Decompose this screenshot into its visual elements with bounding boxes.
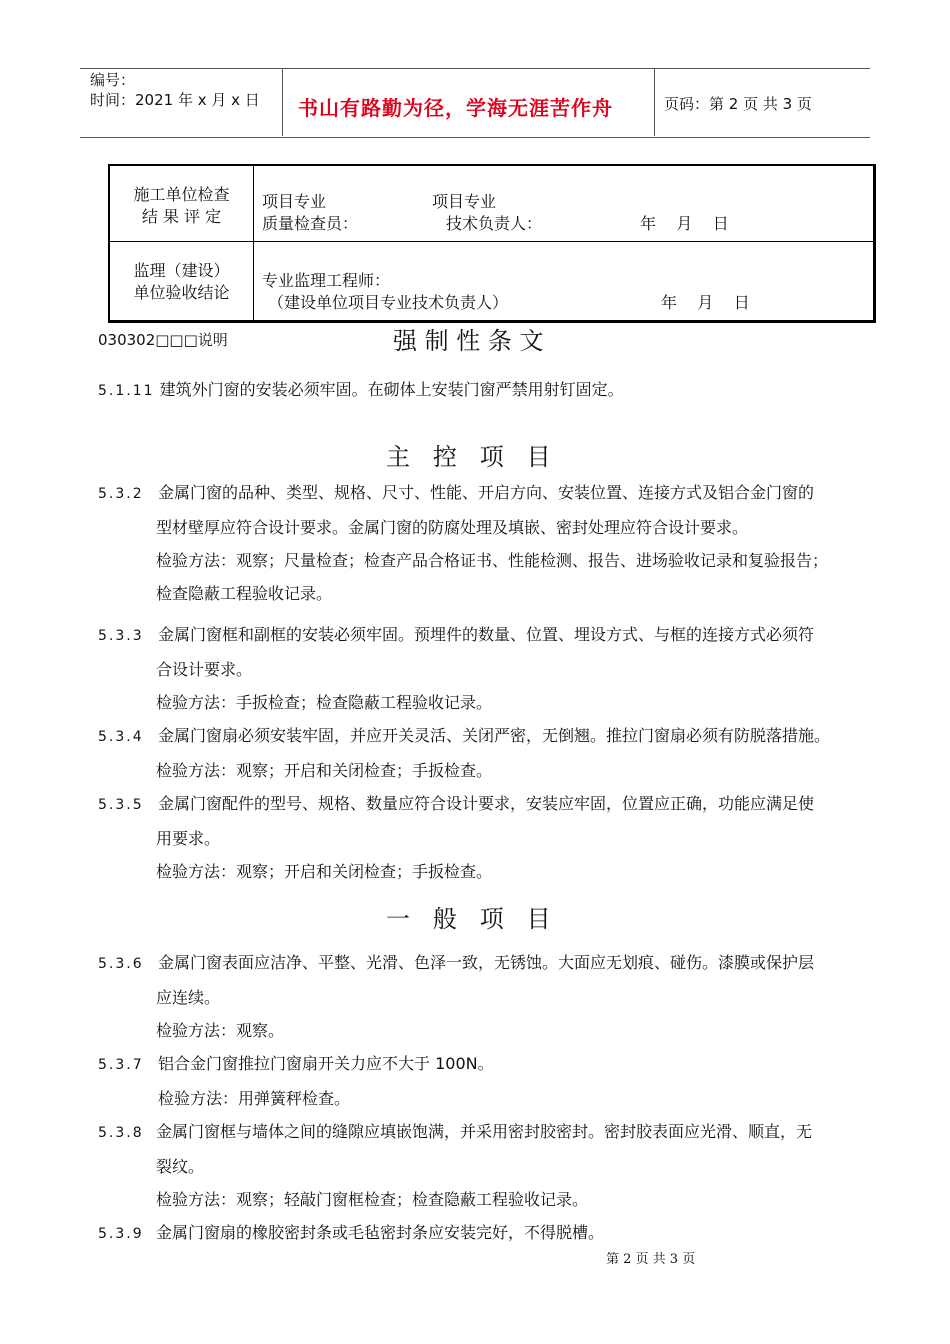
clause-number: 5.3.7 — [98, 1057, 144, 1073]
inspection-method: 检查隐蔽工程验收记录。 — [156, 584, 333, 603]
field-line: 项目专业 — [432, 192, 497, 211]
label-line: 结 果 评 定 — [141, 207, 222, 226]
list-item — [98, 1216, 888, 1251]
header-divider — [282, 68, 283, 136]
field-line: 项目专业 — [262, 192, 327, 211]
clause-text: 金属门窗表面应洁净、平整、光滑、色泽一致，无锈蚀。大面应无划痕、碰伤。漆膜或保护层 — [158, 953, 815, 972]
clause-text: 裂纹。 — [156, 1157, 205, 1176]
label-line: 单位验收结论 — [133, 283, 230, 302]
code-note: 030302□□□说明 — [98, 331, 228, 349]
list-item — [98, 787, 888, 888]
page-info: 页码：第 2 页 共 3 页 — [664, 95, 812, 113]
list-item — [98, 618, 888, 719]
list-item — [98, 476, 888, 610]
label-line: 监理（建设） — [133, 261, 230, 280]
inspection-method: 检验方法：观察；开启和关闭检查；手扳检查。 — [156, 862, 493, 881]
label-line: 施工单位检查 — [133, 185, 230, 204]
clause-text: 金属门窗框与墙体之间的缝隙应填嵌饱满，并采用密封胶密封。密封胶表面应光滑、顺直，无 — [156, 1122, 813, 1141]
clause-number: 5.3.9 — [98, 1226, 144, 1242]
serial-label: 编号： — [90, 71, 136, 89]
clause-text: 应连续。 — [156, 988, 221, 1007]
supervision-conclusion-label — [110, 260, 253, 304]
inspection-method: 检验方法：观察；开启和关闭检查；手扳检查。 — [156, 761, 493, 780]
clause-text: 建筑外门窗的安装必须牢固。在砌体上安装门窗严禁用射钉固定。 — [159, 380, 624, 399]
inspection-method: 检验方法：用弹簧秤检查。 — [158, 1089, 351, 1108]
general-items-title: 一 般 项 目 — [386, 905, 551, 933]
clause-number: 5.1.11 — [98, 383, 155, 399]
page-footer: 第 2 页 共 3 页 — [606, 1252, 696, 1267]
table-row-divider — [108, 241, 873, 242]
list-item — [98, 1115, 888, 1216]
technical-lead-field — [432, 191, 542, 235]
inspection-method: 检验方法：观察。 — [156, 1021, 285, 1040]
clause-text: 型材壁厚应符合设计要求。金属门窗的防腐处理及填嵌、密封处理应符合设计要求。 — [156, 518, 749, 537]
field-line: 质量检查员： — [262, 214, 359, 233]
clause-number: 5.3.3 — [98, 628, 144, 644]
date-field: 年 月 日 — [661, 293, 750, 312]
clause-text: 金属门窗框和副框的安装必须牢固。预埋件的数量、位置、埋设方式、与框的连接方式必须符 — [158, 625, 815, 644]
quality-inspector-field — [262, 191, 358, 235]
main-items-title: 主 控 项 目 — [386, 443, 551, 471]
clause-number: 5.3.5 — [98, 797, 144, 813]
clause-number: 5.3.6 — [98, 956, 144, 972]
field-line: （建设单位项目专业技术负责人） — [268, 293, 509, 312]
clause-text: 金属门窗扇必须安装牢固，并应开关灵活、关闭严密，无倒翘。推拉门窗扇必须有防脱落措施。 — [158, 726, 831, 745]
clause-text: 合设计要求。 — [156, 660, 253, 679]
list-item — [98, 1047, 888, 1115]
field-line: 技术负责人： — [446, 214, 543, 233]
date-field: 年 月 日 — [640, 214, 729, 233]
supervision-engineer-field — [262, 270, 508, 314]
clause-number: 5.3.4 — [98, 729, 144, 745]
time-label: 时间：2021 年 x 月 x 日 — [90, 91, 260, 109]
construction-check-label — [110, 184, 253, 228]
list-item — [98, 946, 888, 1047]
header-motto: 书山有路勤为径，学海无涯苦作舟 — [298, 96, 613, 120]
clause-text: 金属门窗的品种、类型、规格、尺寸、性能、开启方向、安装位置、连接方式及铝合金门窗的 — [158, 483, 815, 502]
field-line: 专业监理工程师： — [262, 271, 391, 290]
clause-number: 5.3.8 — [98, 1125, 144, 1141]
clause-text: 金属门窗扇的橡胶密封条或毛毡密封条应安装完好，不得脱槽。 — [156, 1223, 605, 1242]
list-item — [98, 719, 888, 787]
clause-text: 用要求。 — [156, 829, 221, 848]
main-items-list — [98, 476, 888, 888]
header-divider — [654, 68, 655, 136]
clause-number: 5.3.2 — [98, 486, 144, 502]
table-col-divider — [253, 164, 254, 320]
general-items-list — [98, 946, 888, 1251]
clause-text: 铝合金门窗推拉门窗扇开关力应不大于 100N。 — [158, 1054, 494, 1073]
clause-text: 金属门窗配件的型号、规格、数量应符合设计要求，安装应牢固，位置应正确，功能应满足使 — [158, 794, 815, 813]
mandatory-title: 强 制 性 条 文 — [393, 327, 544, 355]
mandatory-clause — [98, 373, 624, 408]
inspection-method: 检验方法：观察；尺量检查；检查产品合格证书、性能检测、报告、进场验收记录和复验报告； — [156, 551, 829, 570]
inspection-method: 检验方法：观察；轻敲门窗框检查；检查隐蔽工程验收记录。 — [156, 1190, 589, 1209]
inspection-method: 检验方法：手扳检查；检查隐蔽工程验收记录。 — [156, 693, 493, 712]
